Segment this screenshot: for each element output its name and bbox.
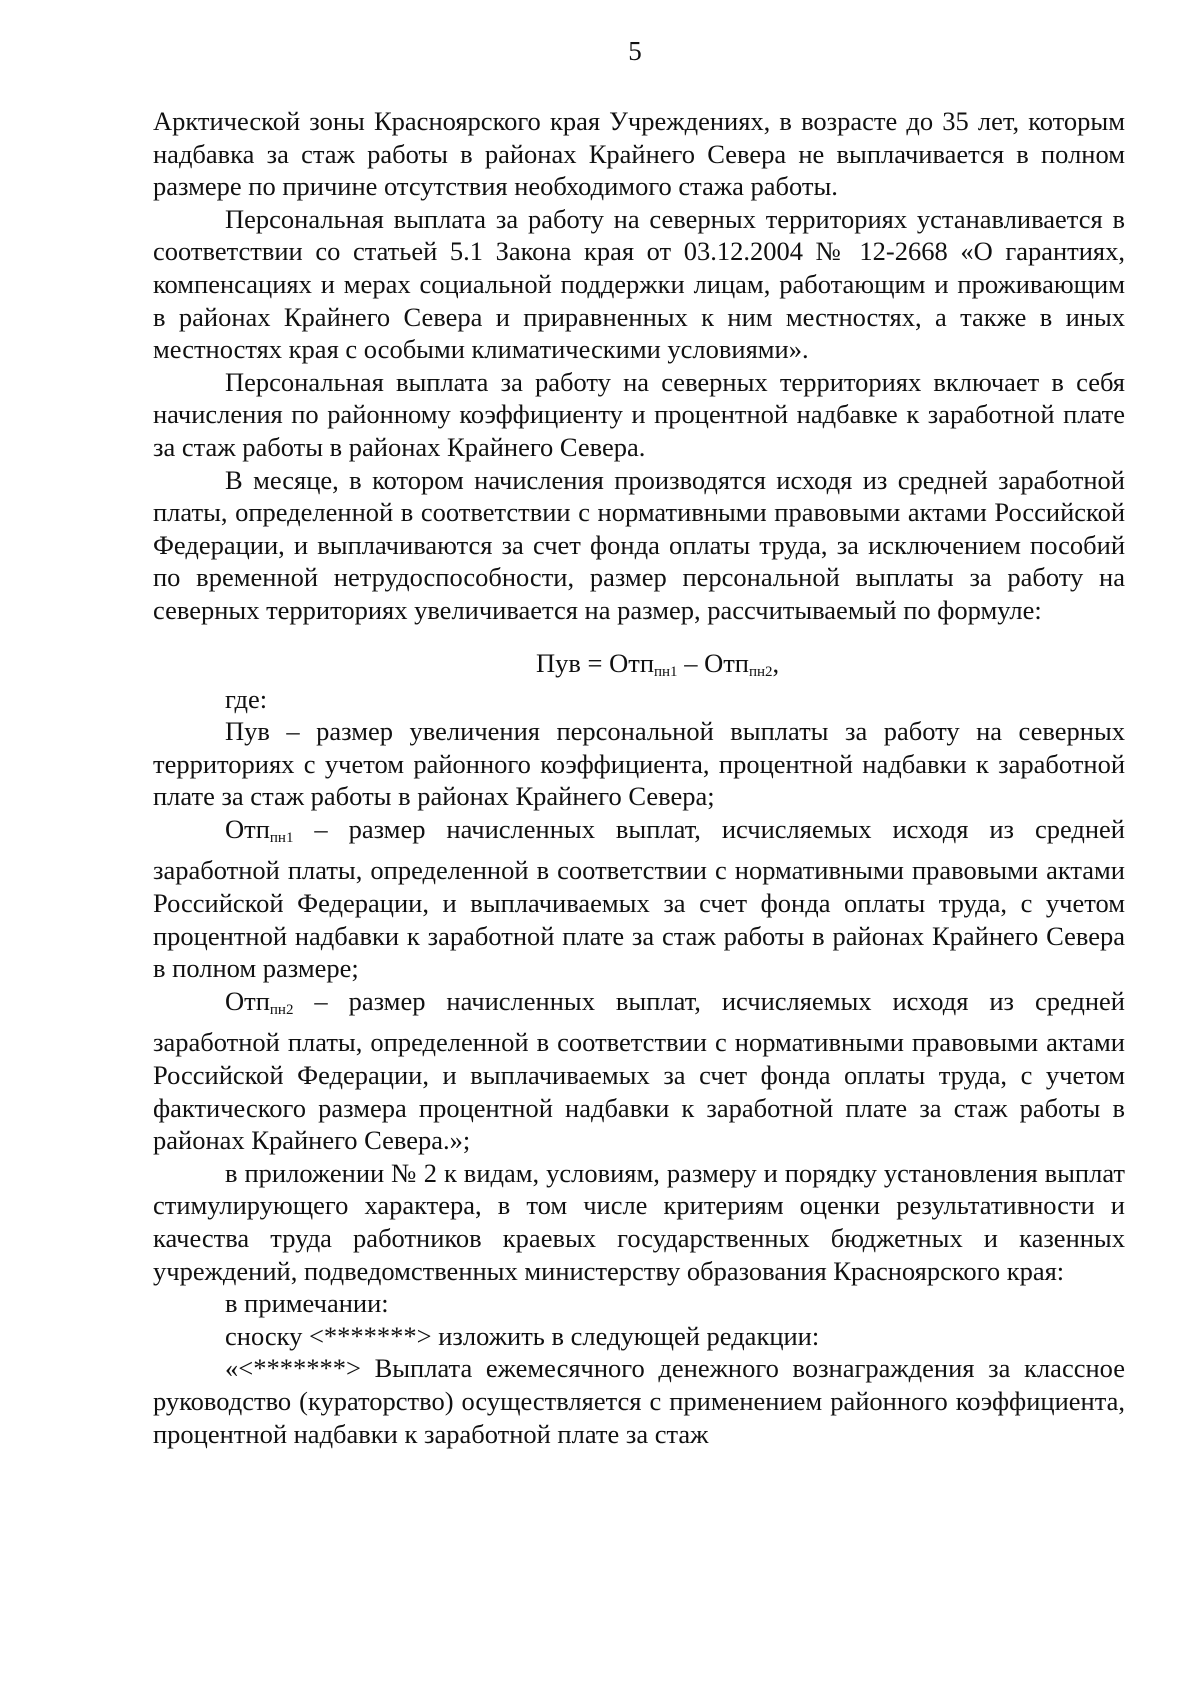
document-body <box>153 105 1125 1450</box>
definition-otp-pn1-text: – размер начисленных выплат, исчисляемых исходя из средней заработной платы, определенной в соответствии с нормативными правовыми актами Российской Федерации, и выплачиваемых за счет фонда оплаты труда, с учетом процентной надбавки к заработной плате за стаж работы в районах Крайнего Севера в полном размере; <box>153 813 1125 984</box>
paragraph-increase-rule: В месяце, в котором начисления производятся исходя из средней заработной платы, определенной в соответствии с нормативными правовыми актами Российской Федерации, и выплачиваются за счет фонда оплаты труда, за исключением пособий по временной нетрудоспособности, размер персональной выплаты за работу на северных территориях увеличивается на размер, рассчитываемый по формуле: <box>153 464 1125 625</box>
formula-end: , <box>772 647 780 678</box>
paragraph-continuation: Арктической зоны Красноярского края Учреждениях, в возрасте до 35 лет, которым надбавка за стаж работы в районах Крайнего Севера не выплачивается в полном размере по причине отсутствия необходимого стажа работы. <box>153 106 1125 202</box>
formula-lhs: Пув = Отп <box>536 647 654 678</box>
paragraph-appendix-2: в приложении № 2 к видам, условиям, размеру и порядку установления выплат стимулирующего характера, в том числе критериям оценки результативности и качества труда работников краевых государственных бюджетных и казенных учреждений, подведомственных министерству образования Красноярского края: <box>153 1157 1125 1286</box>
where-label: где: <box>225 683 268 714</box>
paragraph-footnote-instruction: сноску <*******> изложить в следующей редакции: <box>225 1320 820 1351</box>
formula-sub1: пн1 <box>654 663 678 680</box>
definition-puv: Пув – размер увеличения персональной выплаты за работу на северных территориях с учетом районного коэффициента, процентной надбавки к заработной плате за стаж работы в районах Крайнего Севера; <box>153 716 1125 812</box>
page-number: 5 <box>628 36 642 66</box>
definition-otp-pn1 <box>153 813 1125 985</box>
formula <box>153 647 1125 679</box>
definition-otp-pn2-term: Отп <box>225 985 270 1016</box>
formula-mid: – Отп <box>677 647 749 678</box>
definition-otp-pn1-term: Отп <box>225 813 270 844</box>
definition-otp-pn2 <box>153 985 1125 1157</box>
definition-otp-pn2-sub: пн2 <box>269 1001 294 1018</box>
paragraph-in-note: в примечании: <box>225 1288 389 1319</box>
paragraph-personal-payment-legal-basis: Персональная выплата за работу на северных территориях устанавливается в соответствии со статьей 5.1 Закона края от 03.12.2004 № 12-2668 «О гарантиях, компенсациях и мерах социальной поддержки лицам, работающим и проживающим в районах Крайнего Севера и приравненных к ним местностях, а также в иных местностях края с особыми климатическими условиями». <box>153 203 1125 365</box>
definition-otp-pn2-text: – размер начисленных выплат, исчисляемых исходя из средней заработной платы, определенной в соответствии с нормативными правовыми актами Российской Федерации, и выплачиваемых за счет фонда оплаты труда, с учетом фактического размера процентной надбавки к заработной плате за стаж работы в районах Крайнего Севера.»; <box>153 985 1125 1156</box>
formula-sub2: пн2 <box>748 663 773 680</box>
paragraph-personal-payment-composition: Персональная выплата за работу на северных территориях включает в себя начисления по районному коэффициенту и процентной надбавке к заработной плате за стаж работы в районах Крайнего Севера. <box>153 366 1125 462</box>
definition-otp-pn1-sub: пн1 <box>269 829 294 846</box>
paragraph-footnote-text: «<*******> Выплата ежемесячного денежного вознаграждения за классное руководство (кураторство) осуществляется с применением районного коэффициента, процентной надбавки к заработной плате за стаж <box>153 1353 1125 1449</box>
